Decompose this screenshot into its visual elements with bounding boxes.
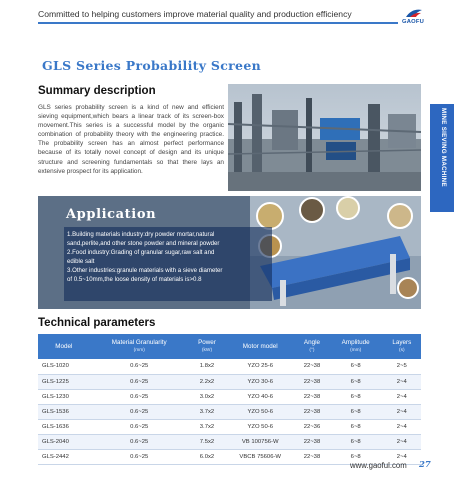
table-row: [38, 404, 421, 419]
application-line: 2.Food industry:Grading of granular sugar,raw salt and: [67, 249, 215, 257]
column-unit: (mm): [133, 347, 145, 353]
table-cell: 6~8: [329, 419, 383, 434]
table-cell: 6~8: [329, 404, 383, 419]
application-line: sand,perlite,and other stone powder and mineral powder: [67, 240, 220, 248]
column-header-power: [189, 334, 226, 359]
company-logo: [390, 7, 436, 27]
column-label: Power: [198, 338, 216, 346]
column-label: Angle: [303, 338, 321, 346]
table-cell: 6~8: [329, 374, 383, 389]
application-line: edible salt: [67, 258, 95, 266]
technical-parameters-table: [38, 334, 421, 465]
table-cell: GLS-2442: [38, 449, 90, 464]
table-row: [38, 374, 421, 389]
application-title: Application: [66, 207, 157, 222]
table-header-row: [38, 334, 421, 359]
application-line: 1.Building materials industry:dry powder mortar,natural: [67, 231, 215, 238]
column-header-angle: [295, 334, 329, 359]
table-cell: 0.6~25: [90, 374, 189, 389]
table-cell: YZO 40-6: [225, 389, 295, 404]
page-title: GLS Series Probability Screen: [42, 58, 261, 73]
column-label: Motor model: [242, 342, 278, 350]
table-cell: 6~8: [329, 359, 383, 374]
table-cell: 22~38: [295, 434, 329, 449]
table-cell: 6~8: [329, 434, 383, 449]
column-header-amplitude: [329, 334, 383, 359]
logo-mark-icon: [404, 7, 424, 19]
table-cell: YZO 30-6: [225, 374, 295, 389]
table-cell: 2~4: [383, 419, 421, 434]
table-cell: YZO 50-6: [225, 404, 295, 419]
table-cell: 22~38: [295, 404, 329, 419]
factory-photo: [228, 84, 421, 191]
column-unit: (mm): [350, 347, 362, 353]
table-cell: 0.6~25: [90, 449, 189, 464]
table-row: [38, 434, 421, 449]
column-unit: (°): [309, 347, 315, 353]
table-cell: 6.0x2: [189, 449, 226, 464]
table-cell: 6~8: [329, 389, 383, 404]
column-label: Amplitude: [341, 338, 370, 346]
table-cell: 2~4: [383, 434, 421, 449]
column-label: Layers: [392, 338, 412, 346]
application-line: 3.Other industries:granule materials with a sieve diameter: [67, 267, 223, 275]
table-cell: 2~4: [383, 389, 421, 404]
table-cell: GLS-1536: [38, 404, 90, 419]
column-label: Material Granularity: [111, 338, 167, 346]
table-cell: 2~4: [383, 449, 421, 464]
table-cell: YZO 50-6: [225, 419, 295, 434]
probability-screen-photo: [250, 196, 421, 309]
table-cell: 0.6~25: [90, 434, 189, 449]
table-cell: 22~38: [295, 359, 329, 374]
table-cell: 22~38: [295, 449, 329, 464]
table-cell: YZO 25-6: [225, 359, 295, 374]
summary-heading: Summary description: [38, 85, 156, 97]
column-header-layers: [383, 334, 421, 359]
table-cell: GLS-2040: [38, 434, 90, 449]
page-number: 27: [419, 460, 431, 470]
table-cell: GLS-1230: [38, 389, 90, 404]
column-header-motor: [225, 334, 295, 359]
summary-paragraph: GLS series probability screen is a kind of new and efficient sieving equipment,which bears a linear track of its screen-box movement.This series is a successful model by the organic combination of probability theory with the engineering practice. The probability screen has an almost perfect performance because of its totally novel concept of design and its unique structure and screening fundamentals so that there lays an extensive prospect for its application.: [38, 104, 224, 175]
table-row: [38, 389, 421, 404]
table-cell: 1.8x2: [189, 359, 226, 374]
table-cell: 7.5x2: [189, 434, 226, 449]
table-cell: 2~5: [383, 359, 421, 374]
table-cell: 3.7x2: [189, 419, 226, 434]
column-header-granularity: [90, 334, 189, 359]
table-cell: 0.6~25: [90, 404, 189, 419]
table-cell: 2~4: [383, 374, 421, 389]
application-line: of 0.5~10mm,the loose density of materials is>0.8: [67, 276, 202, 284]
column-label: Model: [55, 342, 73, 350]
table-cell: GLS-1020: [38, 359, 90, 374]
factory-photo-image: [228, 84, 421, 191]
header-tagline: Committed to helping customers improve material quality and production efficiency: [38, 9, 352, 19]
technical-heading: Technical parameters: [38, 317, 156, 329]
table-cell: 22~38: [295, 374, 329, 389]
table-cell: 2~4: [383, 404, 421, 419]
table-cell: GLS-1636: [38, 419, 90, 434]
table-cell: 6~8: [329, 449, 383, 464]
table-cell: VBCB 75606-W: [225, 449, 295, 464]
table-cell: VB 100756-W: [225, 434, 295, 449]
table-cell: 22~36: [295, 419, 329, 434]
table-row: [38, 359, 421, 374]
column-unit: (kW): [201, 347, 213, 353]
table-cell: 22~38: [295, 389, 329, 404]
column-header-model: [38, 334, 90, 359]
side-tab-label: MINE SIEVING MACHINE: [440, 108, 447, 187]
footer-website-link[interactable]: www.gaoful.com: [350, 461, 407, 470]
page-header: [0, 0, 454, 50]
column-unit: (s): [398, 347, 405, 353]
application-panel: [38, 196, 421, 309]
table-cell: 3.0x2: [189, 389, 226, 404]
table-cell: 0.6~25: [90, 359, 189, 374]
table-cell: 2.2x2: [189, 374, 226, 389]
table-cell: 0.6~25: [90, 419, 189, 434]
table-row: [38, 419, 421, 434]
table-cell: 0.6~25: [90, 389, 189, 404]
application-list: [64, 227, 272, 301]
section-side-tab: [430, 104, 454, 212]
header-divider: [38, 22, 398, 24]
logo-text: GAOFU: [402, 19, 424, 25]
table-cell: 3.7x2: [189, 404, 226, 419]
table-cell: GLS-1225: [38, 374, 90, 389]
